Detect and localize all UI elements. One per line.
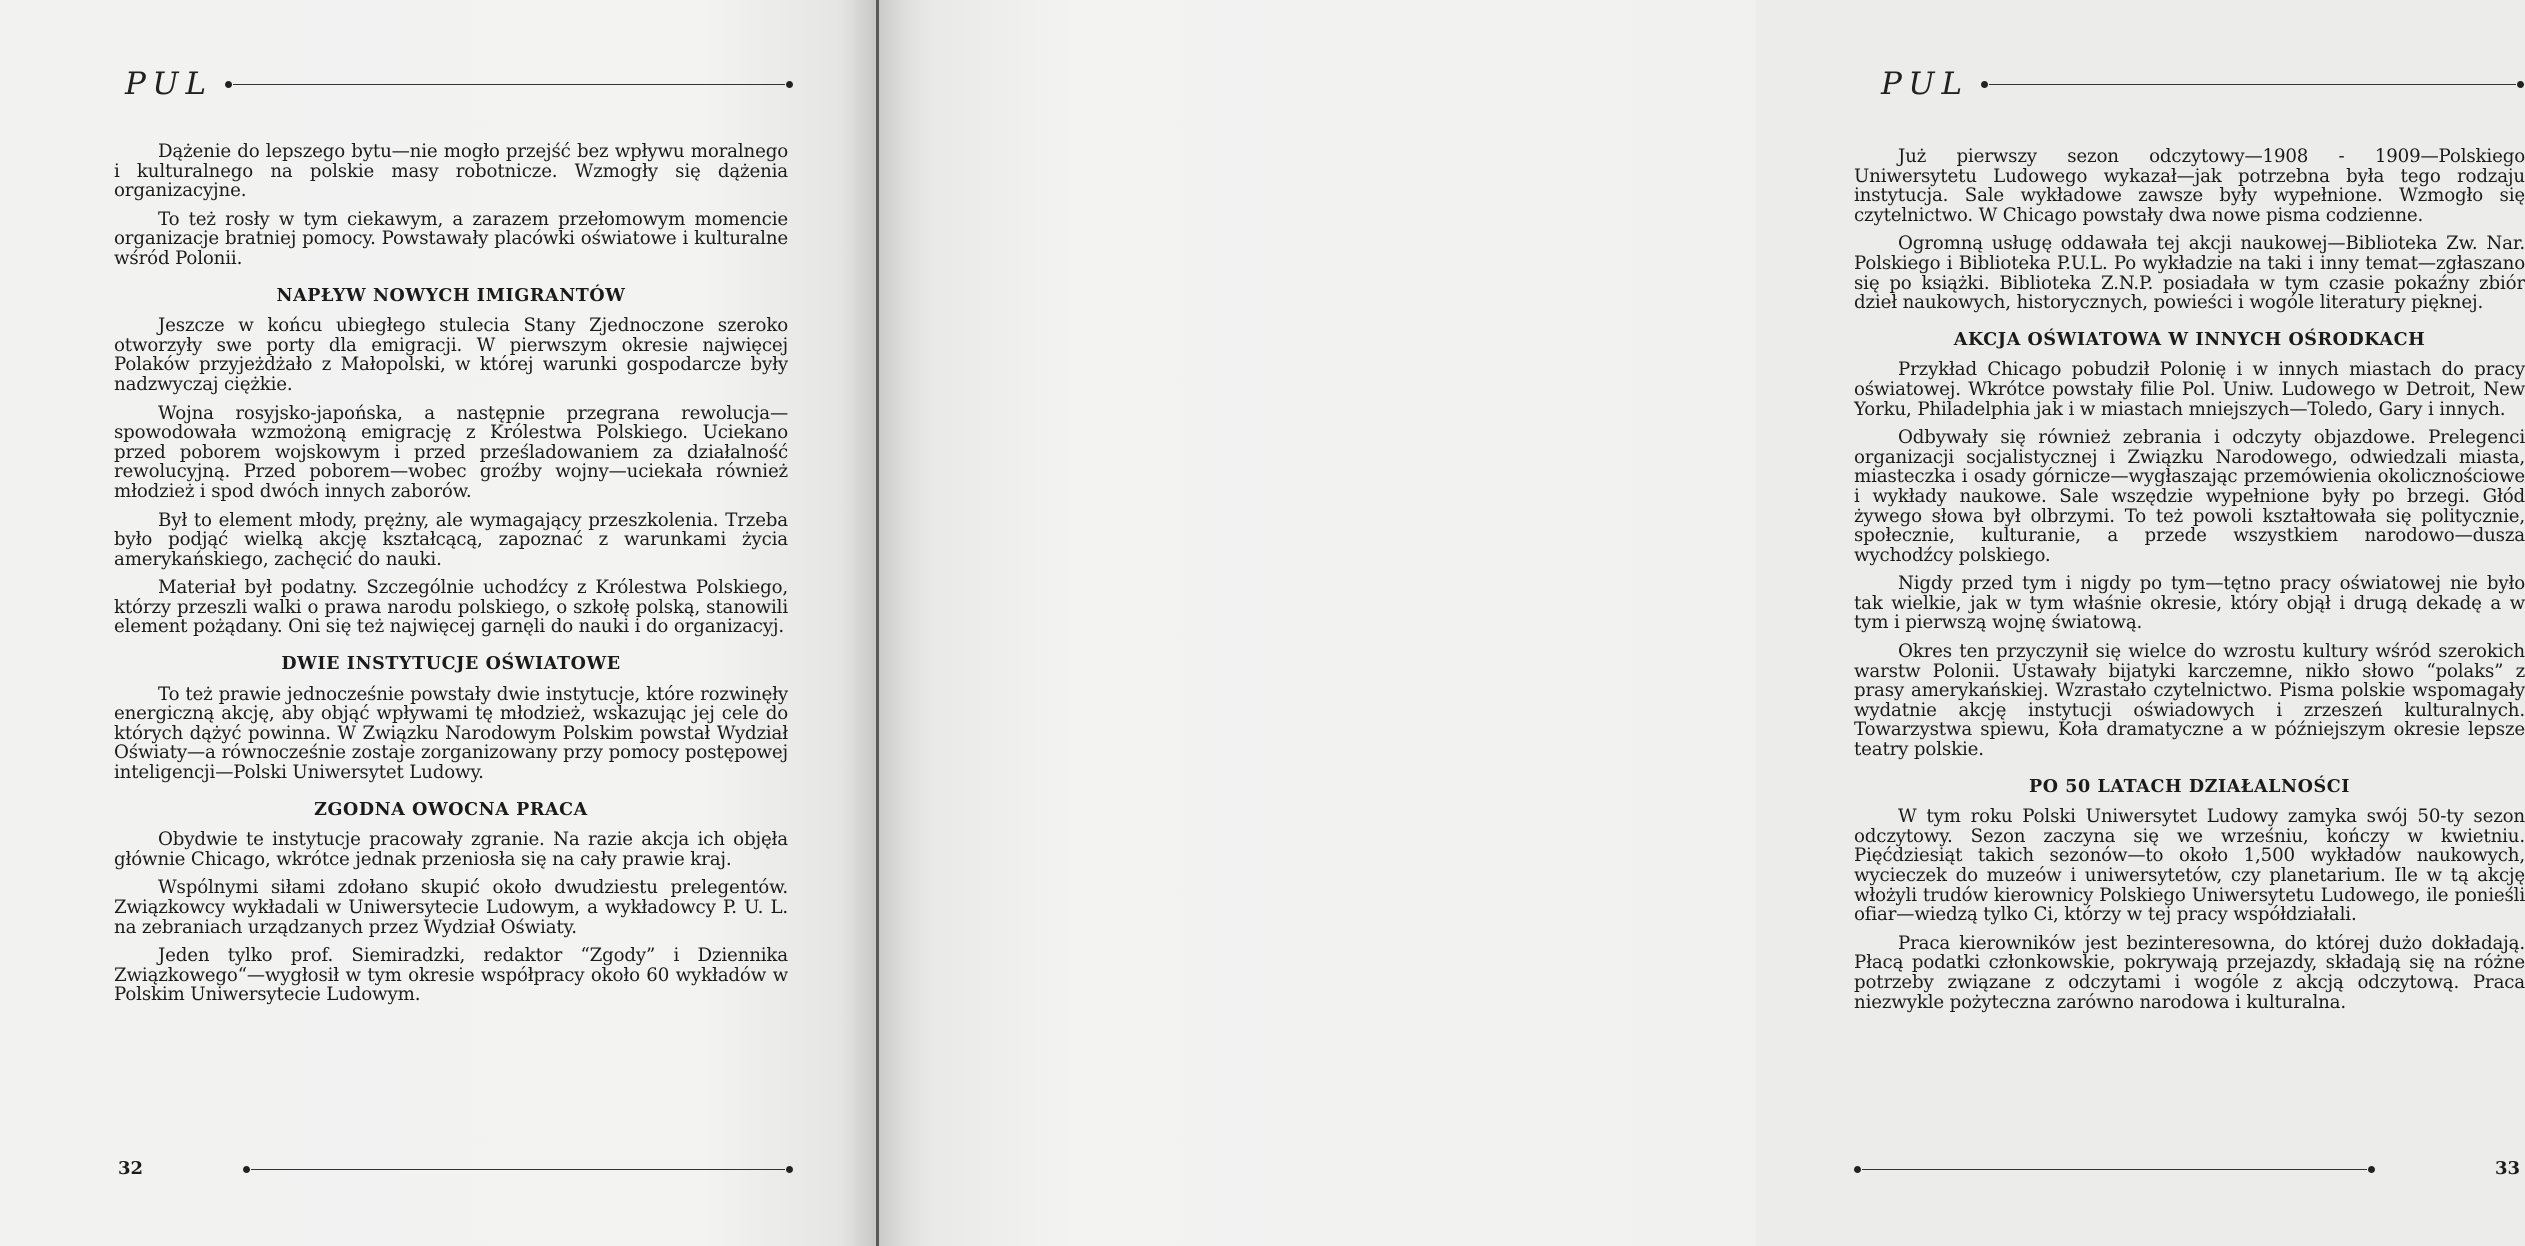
paragraph: Materiał był podatny. Szczególnie uchodźcy z Królestwa Polskiego, którzy przeszli walki o prawa narodu polskiego, o szkołę polską, stanowili element pożądany. Oni się też najwięcej garnęli do nauki i do organizacyj. xyxy=(114,577,788,638)
paragraph: Nigdy przed tym i nigdy po tym—tętno pracy oświatowej nie było tak wielkie, jak w tym właśnie okresie, który objął i drugą dekadę a w tym i pierwszą wojnę światową. xyxy=(1854,573,2525,634)
paragraph: Okres ten przyczynił się wielce do wzrostu kultury wśród szerokich warstw Polonii. Ustawały bijatyki karczemne, nikło słowo “polaks” z prasy amerykańskiej. Wzrastało czytelnictwo. Pisma polskie wspomagały wydatnie akcję instytucji oświadowych i zrzeszeń kulturalnych. Towarzystwa spiewu, Koła dramatyczne a w późniejszym okresie lepsze teatry polskie. xyxy=(1854,641,2525,761)
paragraph: Wojna rosyjsko-japońska, a następnie przegrana rewolucja—spowodowała wzmożoną emigrację z Królestwa Polskiego. Uciekano przed poborem wojskowym i przed prześladowaniem za działalność rewolucyjną. Przed poborem—wobec groźby wojny—uciekała również młodzież i spod dwóch innych zaborów. xyxy=(114,402,788,502)
page-footer xyxy=(118,1158,795,1179)
running-header xyxy=(125,66,793,102)
left-body-text xyxy=(114,142,788,1014)
paragraph: Już pierwszy sezon odczytowy—1908 - 1909—Polskiego Uniwersytetu Ludowego wykazał—jak potrzebna była tego rodzaju instytucja. Sale wykładowe zawsze były wypełnione. Wzmogło się czytelnictwo. W Chicago powstały dwa nowe pisma codzienne. xyxy=(1854,146,2525,226)
rule-dot-icon xyxy=(786,81,793,88)
section-heading: ZGODNA OWOCNA PRACA xyxy=(314,799,588,820)
rule-dot-icon xyxy=(225,81,232,88)
paragraph: Odbywały się również zebrania i odczyty objazdowe. Prelegenci organizacji socjalistycznej i Związku Narodowego, odwiedzali miasta, miasteczka i osady górnicze—wygłaszając przemówienia okolicznościowe i wykłady naukowe. Sale wszędzie wypełnione były po brzegi. Głód żywego słowa był olbrzymi. To też powoli kształtowała się politycznie, społecznie, kulturanie, a przede wszystkiem narodowo—dusza wychodźcy polskiego. xyxy=(1854,427,2525,566)
paragraph: Wspólnymi siłami zdołano skupić około dwudziestu prelegentów. Związkowcy wykładali w Uniwersytecie Ludowym, a wykładowcy P. U. L. na zebraniach urządzanych przez Wydział Oświaty. xyxy=(114,877,788,938)
header-rule xyxy=(1981,78,2524,90)
running-header xyxy=(1881,66,2524,102)
rule-dot-icon xyxy=(2517,81,2524,88)
page-number: 32 xyxy=(118,1158,144,1179)
rule-dot-icon xyxy=(786,1166,793,1173)
binding-gutter xyxy=(876,0,879,1246)
rule-dot-icon xyxy=(2368,1166,2375,1173)
footer-rule xyxy=(1854,1163,2375,1175)
right-body-text xyxy=(1854,147,2525,1021)
section-heading: AKCJA OŚWIATOWA W INNYCH OŚRODKACH xyxy=(1953,329,2426,350)
section-heading: PO 50 LATACH DZIAŁALNOŚCI xyxy=(2028,776,2351,797)
page-footer xyxy=(1854,1158,2520,1179)
binding-crease xyxy=(845,0,905,1246)
header-rule xyxy=(225,78,793,90)
paragraph: Był to element młody, prężny, ale wymagający przeszkolenia. Trzeba było podjąć wielką akcję kształcącą, zapoznać z warunkami życia amerykańskiego, zachęcić do nauki. xyxy=(114,509,788,570)
paragraph: Praca kierowników jest bezinteresowna, do której dużo dokładają. Płacą podatki członkowskie, pokrywają przejazdy, składają się na różne potrzeby związane z odczytami i wogóle z akcją odczytową. Praca niezwykle pożyteczna zarówno narodowa i kulturalna. xyxy=(1854,932,2525,1013)
paragraph: Jeden tylko prof. Siemiradzki, redaktor “Zgody” i Dziennika Związkowego“—wygłosił w tym okresie współpracy około 60 wykładów w Polskim Uniwersytecie Ludowym. xyxy=(114,945,788,1006)
paragraph: Przykład Chicago pobudził Polonię i w innych miastach do pracy oświatowej. Wkrótce powstały filie Pol. Uniw. Ludowego w Detroit, New Yorku, Philadelphia jak i w miastach mniejszych—Toledo, Gary i innych. xyxy=(1854,359,2525,420)
paragraph: To też rosły w tym ciekawym, a zarazem przełomowym momencie organizacje bratniej pomocy. Powstawały placówki oświatowe i kulturalne wśród Polonii. xyxy=(114,208,788,269)
section-heading: NAPŁYW NOWYCH IMIGRANTÓW xyxy=(276,285,626,306)
section-heading: DWIE INSTYTUCJE OŚWIATOWE xyxy=(281,654,621,675)
right-page xyxy=(878,0,2525,1246)
paragraph: W tym roku Polski Uniwersytet Ludowy zamyka swój 50-ty sezon odczytowy. Sezon zaczyna się we wrześniu, kończy w kwietniu. Pięćdziesiąt takich sezonów—to około 1,500 wykładów naukowych, wycieczek do muzeów i uniwersytetów, czy planetarium. Ile w tą akcję włożyli trudów kierownicy Polskiego Uniwersytetu Ludowego, ile ponieśli ofiar—wiedzą tylko Ci, którzy w tej pracy współdziałali. xyxy=(1854,806,2525,926)
paragraph: Obydwie te instytucje pracowały zgranie. Na razie akcja ich objęła głównie Chicago, wkrótce jednak przeniosła się na cały prawie kraj. xyxy=(114,829,788,870)
rule-dot-icon xyxy=(243,1166,250,1173)
page-number: 33 xyxy=(2494,1158,2520,1179)
running-head-logo: PUL xyxy=(1881,66,1970,102)
paragraph: Dążenie do lepszego bytu—nie mogło przejść bez wpływu moralnego i kulturalnego na polskie masy robotnicze. Wzmogły się dążenia organizacyjne. xyxy=(114,141,788,202)
paragraph: To też prawie jednocześnie powstały dwie instytucje, które rozwinęły energiczną akcję, aby objąć wpływami tę młodzież, wskazując jej cele do których dążyć powinna. W Związku Narodowym Polskim powstał Wydział Oświaty—a równocześnie zostaje zorganizowany przy pomocy postępowej inteligencji—Polski Uniwersytet Ludowy. xyxy=(114,683,788,784)
rule-dot-icon xyxy=(1854,1166,1861,1173)
footer-rule xyxy=(243,1163,793,1175)
running-head-logo: PUL xyxy=(125,66,214,102)
paragraph: Ogromną usługę oddawała tej akcji naukowej—Biblioteka Zw. Nar. Polskiego i Biblioteka P.U.L. Po wykładzie na taki i inny temat—zgłaszano się po książki. Biblioteka Z.N.P. posiadała w tym czasie pokaźny zbiór dzieł naukowych, historycznych, powieści i wogóle literatury pięknej. xyxy=(1854,233,2525,314)
rule-dot-icon xyxy=(1981,81,1988,88)
left-page xyxy=(0,0,878,1246)
paragraph: Jeszcze w końcu ubiegłego stulecia Stany Zjednoczone szeroko otworzyły swe porty dla emigracji. W pierwszym okresie najwięcej Polaków przyjeżdżało z Małopolski, w której warunki gospodarcze były nadzwyczaj ciężkie. xyxy=(114,315,788,395)
